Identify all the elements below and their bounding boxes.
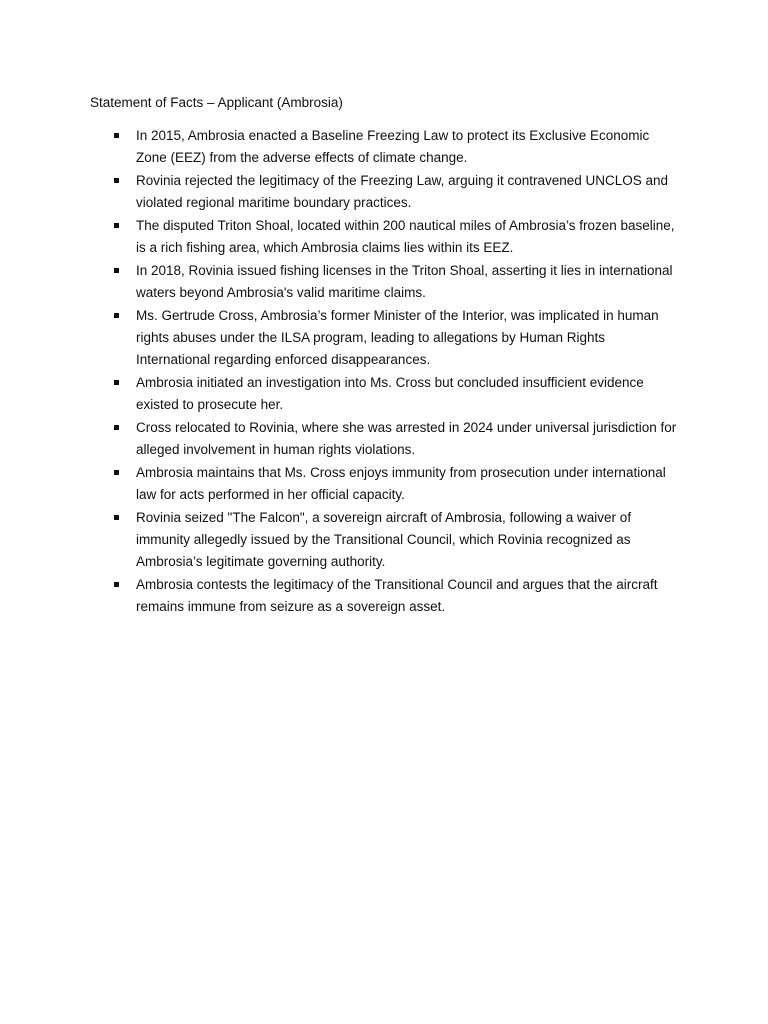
square-bullet-icon [114, 425, 119, 430]
square-bullet-icon [114, 223, 119, 228]
fact-item [112, 305, 682, 371]
fact-text: Rovinia rejected the legitimacy of the Freezing Law, arguing it contravened UNCLOS and violated regional maritime boundary practices. [136, 173, 669, 210]
square-bullet-icon [114, 470, 119, 475]
document-title: Statement of Facts – Applicant (Ambrosia) [90, 95, 343, 110]
square-bullet-icon [114, 268, 119, 273]
fact-item [112, 372, 682, 416]
square-bullet-icon [114, 380, 119, 385]
fact-text: Ambrosia maintains that Ms. Cross enjoys immunity from prosecution under international law for acts performed in her official capacity. [136, 465, 666, 502]
fact-item [112, 260, 682, 304]
fact-item [112, 125, 682, 169]
fact-item [112, 170, 682, 214]
fact-text: Rovinia seized "The Falcon", a sovereign aircraft of Ambrosia, following a waiver of immunity allegedly issued by the Transitional Council, which Rovinia recognized as Ambrosia’s legitimate governing authority. [136, 510, 632, 569]
fact-text: In 2015, Ambrosia enacted a Baseline Freezing Law to protect its Exclusive Economic Zone (EEZ) from the adverse effects of climate change. [136, 128, 650, 165]
fact-item [112, 507, 682, 573]
fact-text: The disputed Triton Shoal, located within 200 nautical miles of Ambrosia’s frozen baseline, is a rich fishing area, which Ambrosia claims lies within its EEZ. [136, 218, 675, 255]
fact-item [112, 462, 682, 506]
fact-item [112, 574, 682, 618]
fact-text: Ambrosia initiated an investigation into Ms. Cross but concluded insufficient evidence existed to prosecute her. [136, 375, 644, 412]
fact-text: Ambrosia contests the legitimacy of the Transitional Council and argues that the aircraft remains immune from seizure as a sovereign asset. [136, 577, 658, 614]
fact-text: Ms. Gertrude Cross, Ambrosia’s former Minister of the Interior, was implicated in human rights abuses under the ILSA program, leading to allegations by Human Rights International regarding enforced disappearances. [136, 308, 659, 367]
fact-item [112, 215, 682, 259]
facts-list [112, 125, 682, 619]
fact-text: Cross relocated to Rovinia, where she was arrested in 2024 under universal jurisdiction for alleged involvement in human rights violations. [136, 420, 677, 457]
square-bullet-icon [114, 178, 119, 183]
square-bullet-icon [114, 133, 119, 138]
fact-text: In 2018, Rovinia issued fishing licenses in the Triton Shoal, asserting it lies in international waters beyond Ambrosia's valid maritime claims. [136, 263, 673, 300]
square-bullet-icon [114, 515, 119, 520]
square-bullet-icon [114, 313, 119, 318]
fact-item [112, 417, 682, 461]
square-bullet-icon [114, 582, 119, 587]
